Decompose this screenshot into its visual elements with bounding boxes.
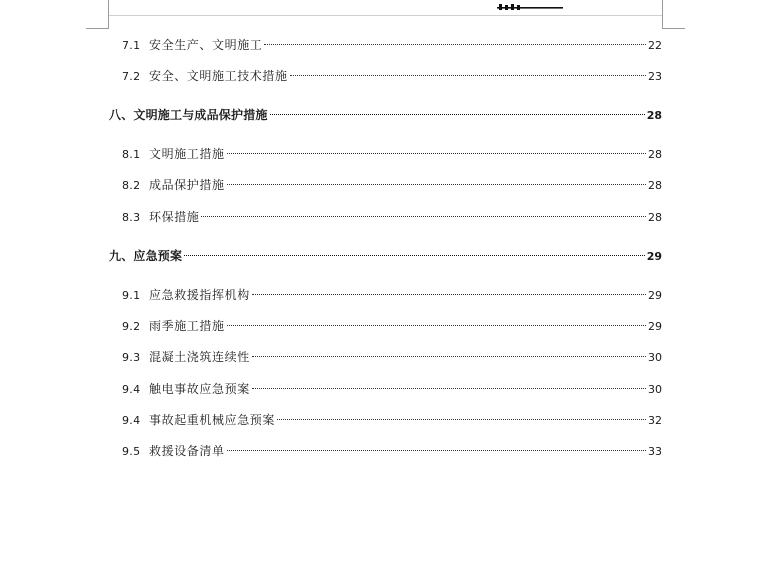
toc-entry[interactable] (122, 67, 662, 85)
toc-entry-page: 32 (648, 414, 662, 427)
dot-leader (201, 216, 646, 217)
toc-entry-number: 9.4 (122, 414, 141, 427)
toc-chapter-title: 八、文明施工与成品保护措施 (109, 108, 268, 122)
toc-entry-page: 23 (648, 70, 662, 83)
toc-entry[interactable] (122, 317, 662, 335)
dot-leader (277, 419, 646, 420)
toc-entry[interactable] (122, 411, 662, 429)
toc-entry-page: 28 (648, 179, 662, 192)
toc-entry-title: 混凝土浇筑连续性 (149, 350, 250, 364)
toc-entry-number: 7.1 (122, 39, 141, 52)
toc-entry-number: 8.1 (122, 148, 141, 161)
toc-entry[interactable] (122, 145, 662, 163)
dot-leader (227, 325, 646, 326)
dot-leader (184, 255, 644, 256)
dot-leader (270, 114, 645, 115)
toc-entry-number: 7.2 (122, 70, 141, 83)
toc-chapter-title: 九、应急预案 (109, 249, 183, 263)
toc-entry-title: 安全生产、文明施工 (149, 38, 263, 52)
toc-entry-title: 文明施工措施 (149, 147, 225, 161)
toc-entry-title: 应急救援指挥机构 (149, 288, 250, 302)
dot-leader (252, 388, 646, 389)
dot-leader (252, 356, 646, 357)
toc-entry-title: 安全、文明施工技术措施 (149, 69, 288, 83)
toc-entry[interactable] (122, 380, 662, 398)
toc-entry-number: 9.4 (122, 383, 141, 396)
toc-entry-page: 22 (648, 39, 662, 52)
toc-entry-title: 雨季施工措施 (149, 319, 225, 333)
toc-entry[interactable] (122, 442, 662, 460)
toc-chapter[interactable] (109, 247, 662, 265)
toc-entry-page: 28 (648, 211, 662, 224)
toc-entry-title: 成品保护措施 (149, 178, 225, 192)
toc-entry-page: 29 (648, 289, 662, 302)
toc-chapter[interactable] (109, 106, 662, 124)
toc-entry-title: 环保措施 (149, 210, 200, 224)
toc-entry[interactable] (122, 36, 662, 54)
toc-chapter-page: 28 (646, 109, 662, 122)
toc-entry-page: 30 (648, 383, 662, 396)
toc-entry-title: 触电事故应急预案 (149, 382, 250, 396)
toc-entry[interactable] (122, 176, 662, 194)
toc-entry-number: 8.2 (122, 179, 141, 192)
toc-entry-title: 救援设备清单 (149, 444, 225, 458)
toc-entry-page: 33 (648, 445, 662, 458)
dot-leader (264, 44, 646, 45)
toc-entry[interactable] (122, 348, 662, 366)
toc-entry-number: 9.5 (122, 445, 141, 458)
toc-entry[interactable] (122, 286, 662, 304)
dot-leader (227, 153, 646, 154)
toc-entry[interactable] (122, 208, 662, 226)
dot-leader (227, 450, 646, 451)
toc-entry-number: 9.1 (122, 289, 141, 302)
toc-entry-number: 9.3 (122, 351, 141, 364)
dot-leader (252, 294, 646, 295)
toc-entry-title: 事故起重机械应急预案 (149, 413, 276, 427)
toc-entry-page: 30 (648, 351, 662, 364)
toc-entry-page: 28 (648, 148, 662, 161)
toc-entry-page: 29 (648, 320, 662, 333)
toc-entry-number: 9.2 (122, 320, 141, 333)
dot-leader (227, 184, 646, 185)
toc-entry-number: 8.3 (122, 211, 141, 224)
toc-chapter-page: 29 (646, 250, 662, 263)
dot-leader (290, 75, 646, 76)
